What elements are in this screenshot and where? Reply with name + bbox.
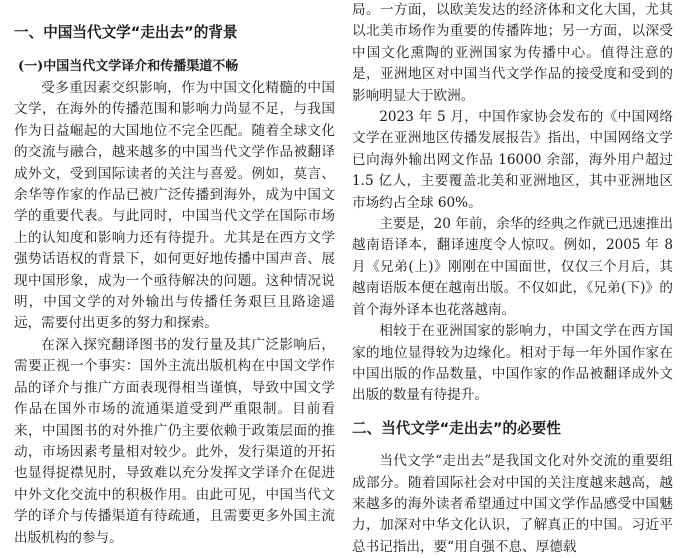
subsection-heading-1: (一)中国当代文学译介和传播渠道不畅 <box>18 59 239 74</box>
left-column <box>14 0 335 549</box>
section-heading-1: 一、中国当代文学“走出去”的背景 <box>14 24 238 41</box>
paragraph: 相较于在亚洲国家的影响力，中国文学在西方国家的地位显得较为边缘化。相对于每一年外国作家在中国出版的作品数量，中国作家的作品被翻译成外文出版的数量有待提升。 <box>352 323 673 404</box>
paragraph: 在深入探究翻译图书的发行量及其广泛影响后，需要正视一个事实：国外主流出版机构在中国文学作品的译介与推广方面表现得相当谨慎，导致中国文学作品在国外市场的流通渠道受到严重限制。目前看来，中国图书的对外推广仍主要依赖于政策层面的推动，市场因素考量相对较少。此外，发行渠道的开拓也显得捉襟见肘，导致难以充分发挥文学译介在促进中外文化交流中的积极作用。由此可见，中国当代文学的译介与传播渠道有待疏通，且需要更多外国主流出版机构的参与。 <box>14 336 335 546</box>
paragraph: 受多重因素交织影响，作为中国文化精髓的中国文学，在海外的传播范围和影响力尚显不足，与我国作为日益崛起的大国地位不完全匹配。随着全球文化的交流与融合，越来越多的中国当代文学作品被翻译成外文，受到国际读者的关注与喜爱。例如，莫言、余华等作家的作品已被广泛传播到海外，成为中国文学的重要代表。与此同时，中国当代文学在国际市场上的认知度和影响力还有待提升。尤其是在西方文学强势话语权的背景下，如何更好地传播中国声音、展现中国形象，成为一个亟待解决的问题。这种情况说明，中国文学的对外输出与传播任务艰巨且路途遥远，需要付出更多的努力和探索。 <box>14 80 335 332</box>
paragraph: 当代文学“走出去”是我国文化对外交流的重要组成部分。随着国际社会对中国的关注度越来越高，越来越多的海外读者希望通过中国文学作品感受中国魅力，加深对中华文化认识，了解真正的中国。习近平总书记指出，要“用自强不息、厚德载 <box>352 453 673 555</box>
paragraph: 主要是，20 年前，余华的经典之作就已迅速推出越南语译本，翻译速度令人惊叹。例如，2005 年 8 月《兄弟(上)》刚刚在中国面世，仅仅三个月后，其越南语版本便在越南出版。不仅如此，《兄弟(下)》的首个海外译本也花落越南。 <box>352 216 673 318</box>
paragraph: 局。一方面，以欧美发达的经济体和文化大国，尤其以北美市场作为重要的传播阵地；另一方面，以深受中国文化熏陶的亚洲国家为传播中心。值得注意的是，亚洲地区对中国当代文学作品的接受度和受到的影响明显大于欧洲。 <box>352 2 673 104</box>
paragraph: 2023 年 5 月，中国作家协会发布的《中国网络文学在亚洲地区传播发展报告》指出，中国网络文学已向海外输出网文作品 16000 余部，海外用户超过 1.5 亿人，主要覆盖北美和亚洲地区，其中亚洲地区市场约占全球 60%。 <box>352 109 673 211</box>
section-heading-2: 二、当代文学“走出去”的必要性 <box>352 419 561 437</box>
right-column <box>352 0 673 558</box>
